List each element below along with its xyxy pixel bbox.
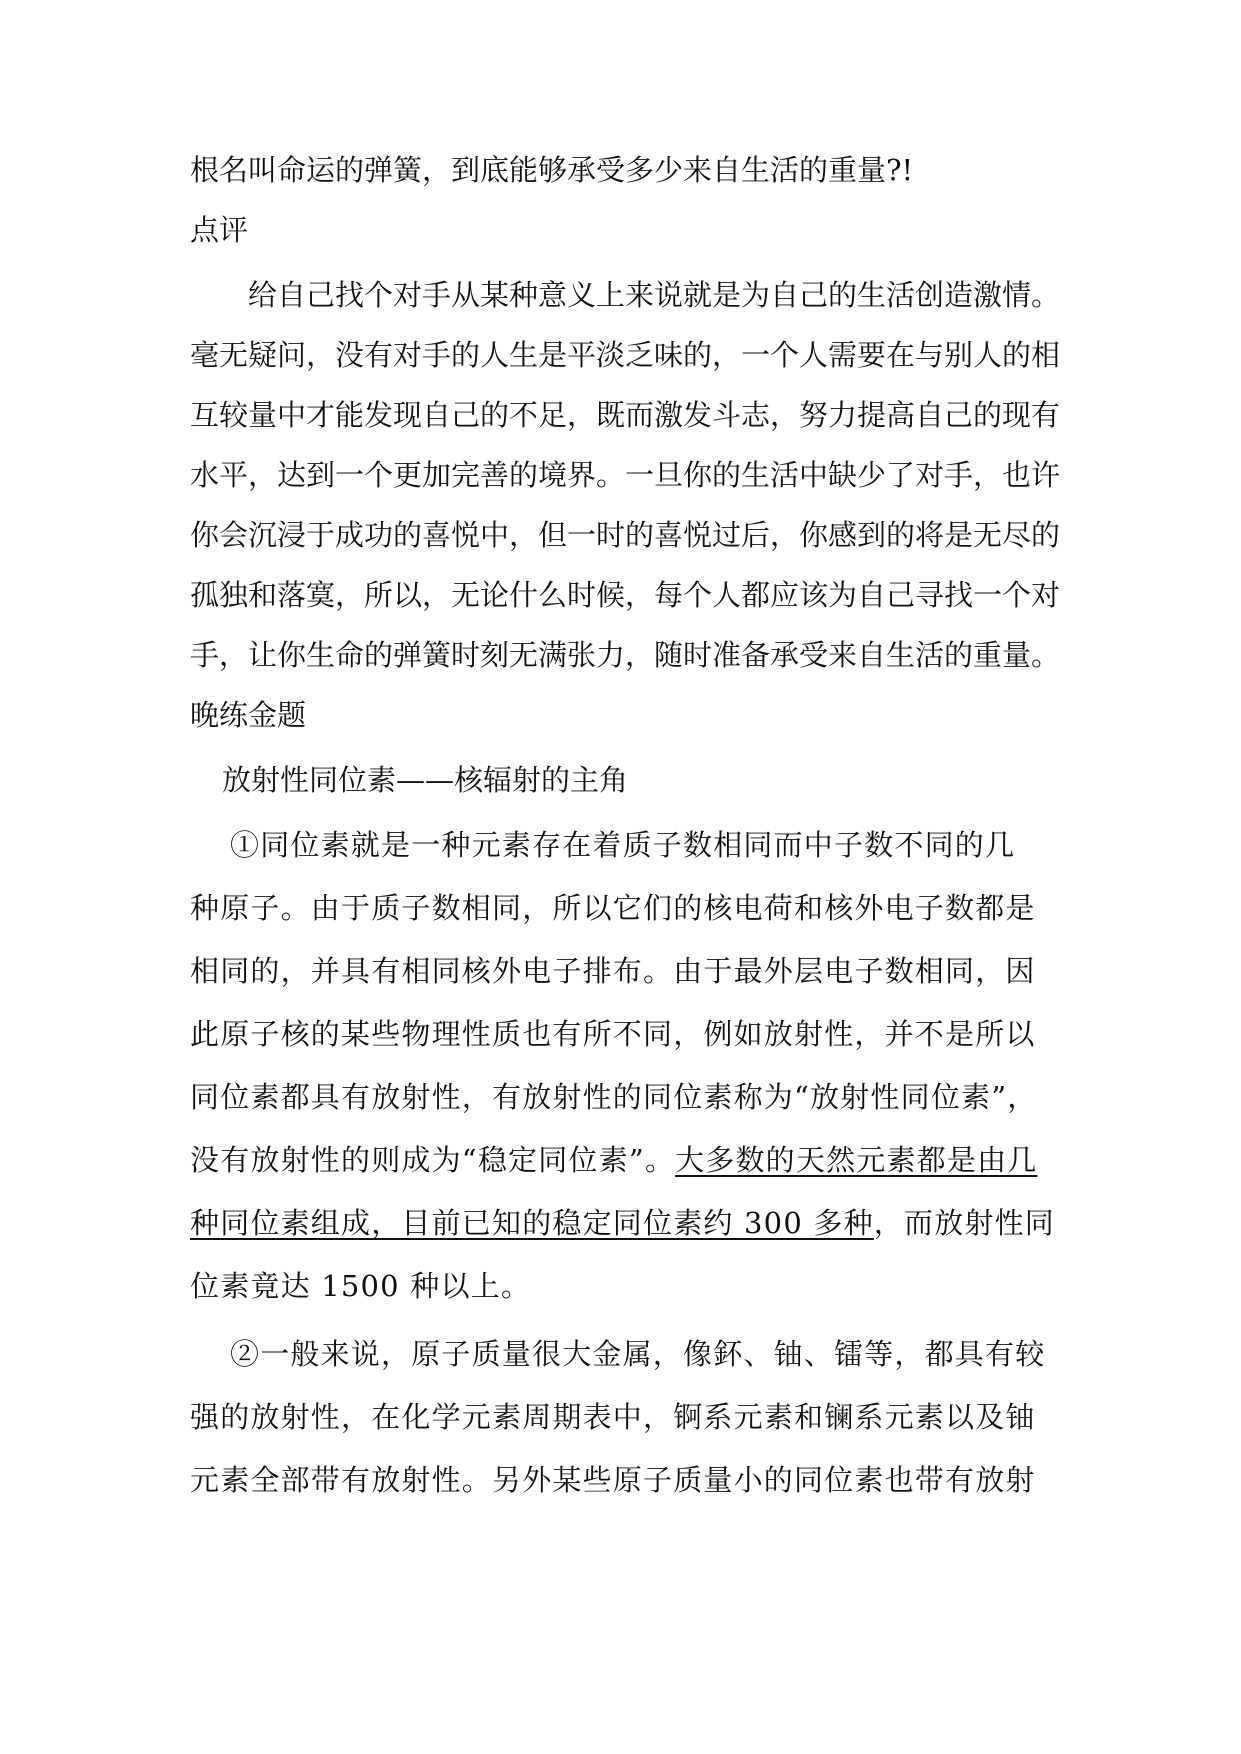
paragraph-line: 相同的，并具有相同核外电子排布。由于最外层电子数相同，因 (190, 954, 1036, 988)
paragraph-line (190, 1203, 1070, 1243)
paragraph-line: 同位素都具有放射性，有放射性的同位素称为“放射性同位素”， (190, 1080, 1038, 1114)
comment-line: 手，让你生命的弹簧时刻无满张力，随时准备承受来自生活的重量。 (190, 638, 1061, 672)
paragraph-line (190, 1140, 1070, 1180)
section-heading: 晚练金题 (190, 698, 307, 732)
paragraph-line: ②一般来说，原子质量很大金属，像鈈、铀、镭等，都具有较 (230, 1337, 1046, 1371)
plain-text: 没有放射性的则成为“稳定同位素”。 (190, 1143, 676, 1177)
comment-heading: 点评 (190, 213, 249, 247)
paragraph-line: 元素全部带有放射性。另外某些原子质量小的同位素也带有放射 (190, 1463, 1036, 1497)
paragraph-line: 强的放射性，在化学元素周期表中，锕系元素和镧系元素以及铀 (190, 1400, 1036, 1434)
comment-line: 毫无疑问，没有对手的人生是平淡乏味的，一个人需要在与别人的相 (190, 338, 1061, 372)
article-title: 放射性同位素——核辐射的主角 (222, 763, 629, 797)
paragraph-line: ①同位素就是一种元素存在着质子数相同而中子数不同的几 (230, 828, 1016, 862)
comment-line: 你会沉浸于成功的喜悦中，但一时的喜悦过后，你感到的将是无尽的 (190, 518, 1061, 552)
plain-text: ，而放射性同 (873, 1206, 1055, 1240)
intro-line: 根名叫命运的弹簧，到底能够承受多少来自生活的重量?! (190, 153, 914, 187)
paragraph-line: 此原子核的某些物理性质也有所不同，例如放射性，并不是所以 (190, 1017, 1036, 1051)
underlined-text: 大多数的天然元素都是由几 (675, 1143, 1038, 1177)
comment-line: 水平，达到一个更加完善的境界。一旦你的生活中缺少了对手，也许 (190, 458, 1061, 492)
comment-line: 给自己找个对手从某种意义上来说就是为自己的生活创造激情。 (248, 278, 1061, 312)
paragraph-line: 种原子。由于质子数相同，所以它们的核电荷和核外电子数都是 (190, 891, 1036, 925)
underlined-text: 种同位素组成，目前已知的稳定同位素约 300 多种 (190, 1206, 874, 1240)
paragraph-line: 位素竟达 1500 种以上。 (190, 1269, 532, 1303)
comment-line: 互较量中才能发现自己的不足，既而激发斗志，努力提高自己的现有 (190, 398, 1061, 432)
comment-line: 孤独和落寞，所以，无论什么时候，每个人都应该为自己寻找一个对 (190, 578, 1061, 612)
